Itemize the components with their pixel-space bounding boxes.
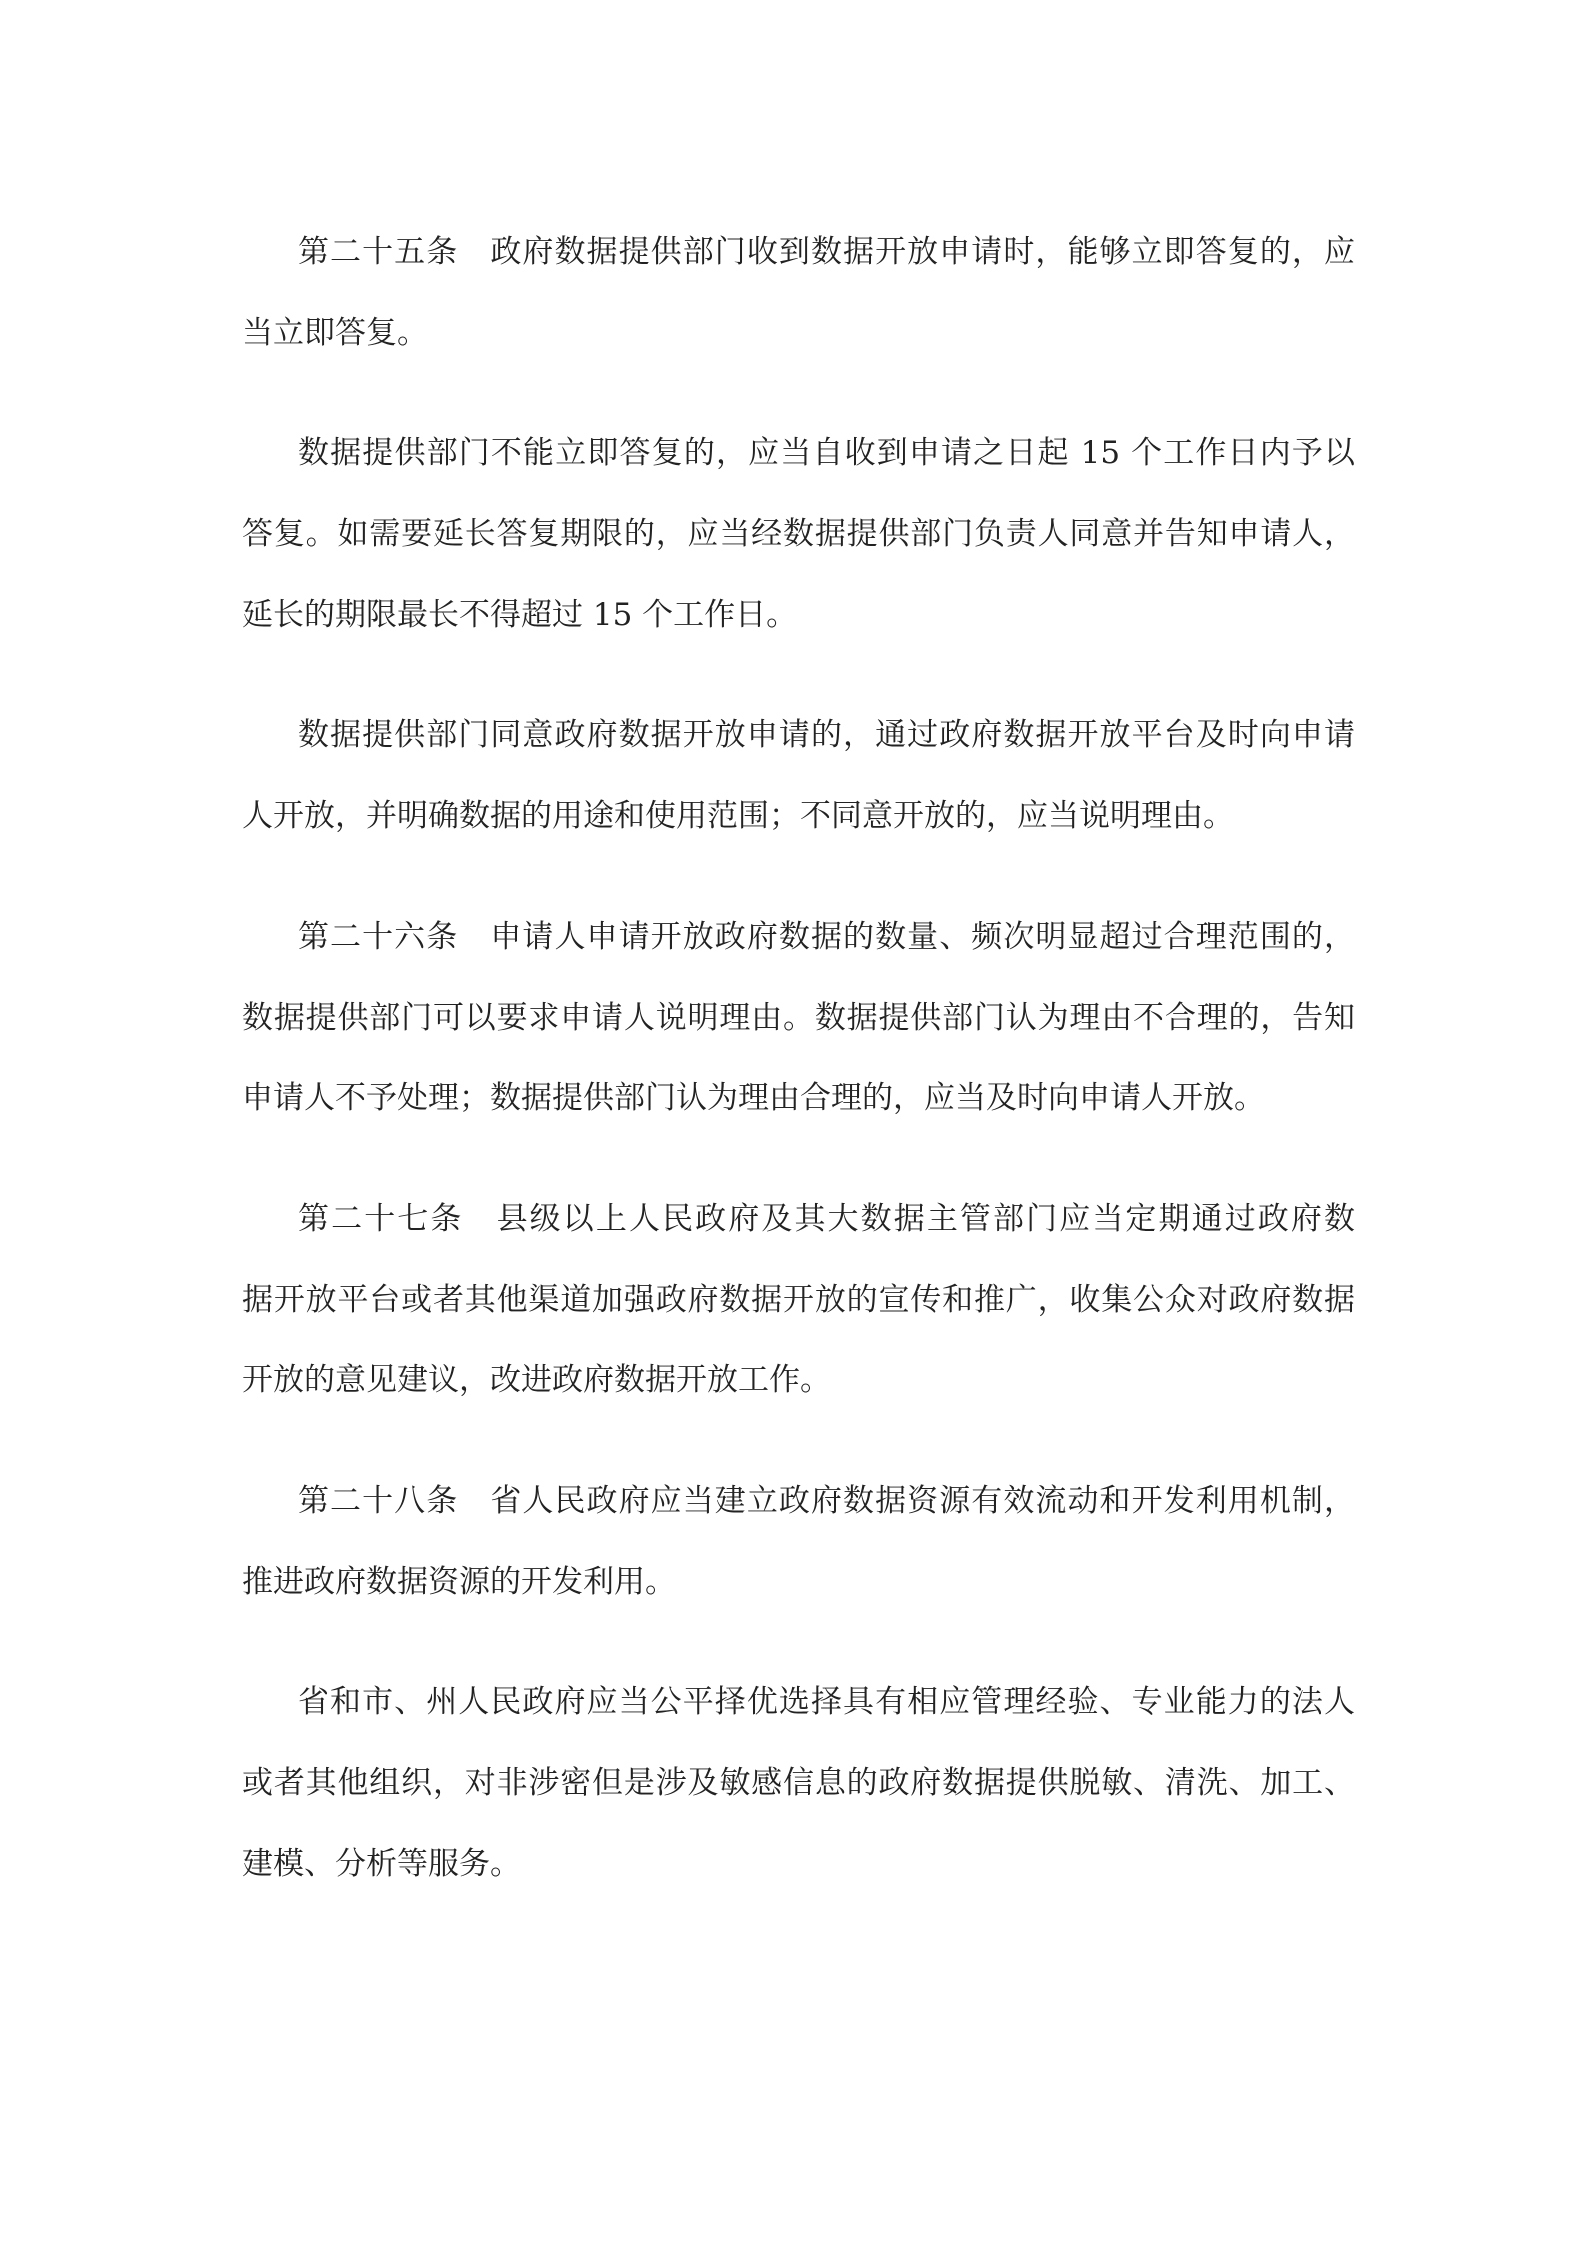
paragraph [242, 1662, 1355, 1904]
paragraph [242, 695, 1355, 856]
text-line: 延长的期限最长不得超过 15 个工作日。 [242, 596, 798, 633]
paragraph [242, 897, 1355, 1139]
text-line: 数据提供部门可以要求申请人说明理由。数据提供部门认为理由不合理的，告知 [242, 999, 1355, 1036]
paragraph [242, 212, 1355, 373]
text-line: 数据提供部门同意政府数据开放申请的，通过政府数据开放平台及时向申请 [298, 717, 1355, 754]
text-line: 建模、分析等服务。 [242, 1845, 521, 1882]
text-line: 第二十八条 省人民政府应当建立政府数据资源有效流动和开发利用机制， [298, 1482, 1355, 1519]
document-page [242, 212, 1355, 1944]
text-line: 或者其他组织，对非涉密但是涉及敏感信息的政府数据提供脱敏、清洗、加工、 [242, 1765, 1355, 1801]
paragraph [242, 1461, 1355, 1622]
paragraph [242, 413, 1355, 655]
text-line: 第二十六条 申请人申请开放政府数据的数量、频次明显超过合理范围的， [298, 918, 1355, 955]
text-line: 开放的意见建议，改进政府数据开放工作。 [242, 1362, 831, 1399]
text-line: 数据提供部门不能立即答复的，应当自收到申请之日起 15 个工作日内予以 [298, 435, 1355, 472]
text-line: 人开放，并明确数据的用途和使用范围；不同意开放的，应当说明理由。 [242, 798, 1234, 835]
text-line: 申请人不予处理；数据提供部门认为理由合理的，应当及时向申请人开放。 [242, 1080, 1265, 1117]
text-line: 省和市、州人民政府应当公平择优选择具有相应管理经验、专业能力的法人 [298, 1684, 1355, 1721]
paragraph [242, 1179, 1355, 1421]
text-line: 第二十七条 县级以上人民政府及其大数据主管部门应当定期通过政府数 [298, 1200, 1355, 1237]
text-line: 据开放平台或者其他渠道加强政府数据开放的宣传和推广，收集公众对政府数据 [242, 1281, 1355, 1318]
text-line: 推进政府数据资源的开发利用。 [242, 1563, 676, 1600]
text-line: 第二十五条 政府数据提供部门收到数据开放申请时，能够立即答复的，应 [298, 234, 1355, 270]
text-line: 答复。如需要延长答复期限的，应当经数据提供部门负责人同意并告知申请人， [242, 516, 1355, 553]
text-line: 当立即答复。 [242, 314, 428, 351]
